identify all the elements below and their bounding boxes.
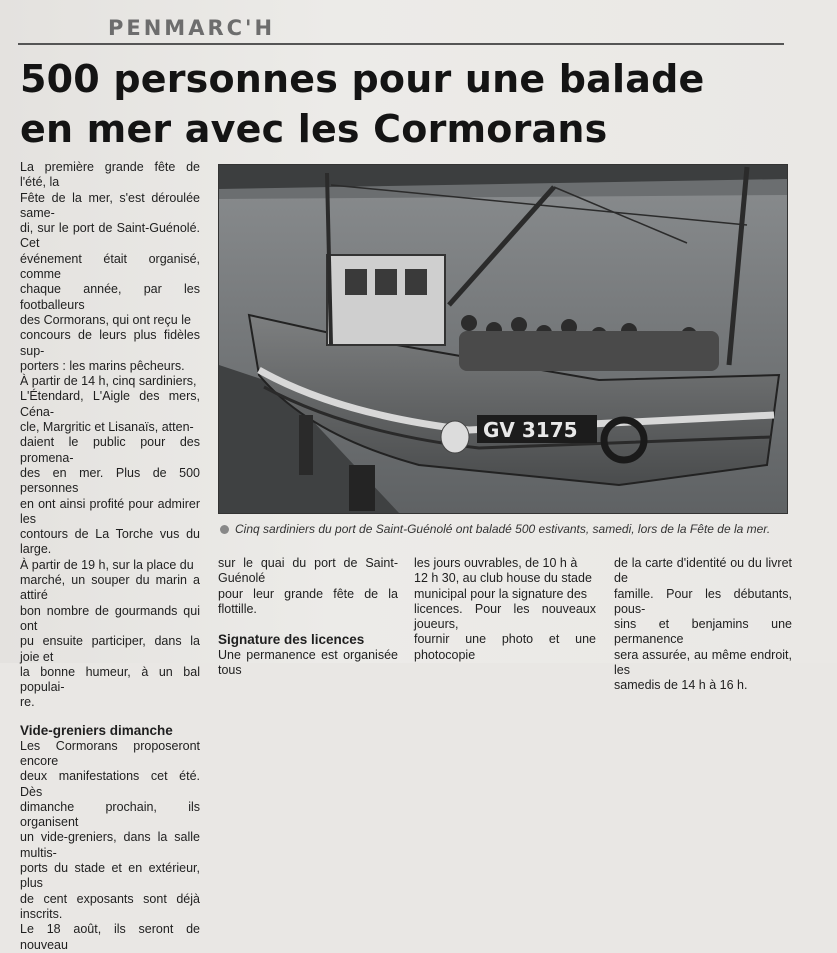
article-column-4 — [614, 556, 792, 694]
col3-line: fournir une photo et une photocopie — [414, 632, 596, 662]
col2b-line: Une permanence est organisée tous — [218, 648, 398, 678]
col1b-line: Les Cormorans proposeront encore — [20, 738, 200, 768]
headline-line-1: 500 personnes pour une balade — [20, 57, 705, 101]
col1b-line: un vide-greniers, dans la salle multis- — [20, 830, 200, 860]
column-1-body — [20, 160, 200, 711]
col4-line: sera assurée, au même endroit, les — [614, 647, 792, 678]
col4-line: samedis de 14 h à 16 h. — [614, 678, 748, 693]
col1-line: À partir de 19 h, sur la place du — [20, 557, 194, 572]
col1-line: marché, un souper du marin a attiré — [20, 573, 200, 603]
section-header: PENMARC'H — [108, 16, 276, 40]
headline — [20, 54, 810, 154]
col1-line: La première grande fête de l'été, la — [20, 160, 200, 190]
column-2-body — [218, 556, 398, 617]
col1-line: À partir de 14 h, cinq sardiniers, — [20, 374, 197, 389]
col4-line: famille. Pour les débutants, pous- — [614, 586, 792, 616]
col1b-line: deux manifestations cet été. Dès — [20, 769, 200, 799]
article-column-3 — [414, 556, 596, 663]
subhead-signature-licences: Signature des licences — [218, 632, 365, 648]
col3-line: municipal pour la signature des — [414, 586, 588, 601]
col1-line: chaque année, par les footballeurs — [20, 282, 200, 312]
col3-line: les jours ouvrables, de 10 h à — [414, 556, 578, 570]
article-column-2 — [218, 556, 398, 679]
col1-line: cle, Margritic et Lisanaïs, atten- — [20, 420, 194, 435]
col3-line: licences. Pour les nouveaux joueurs, — [414, 601, 596, 632]
article-column-1 — [20, 160, 200, 953]
col1b-line: dimanche prochain, ils organisent — [20, 799, 200, 830]
column-4-body — [614, 556, 792, 694]
col1-line: contours de La Torche vus du large. — [20, 527, 200, 557]
col1-line: Fête de la mer, s'est déroulée same- — [20, 190, 200, 220]
boat-registration: GV 3175 — [483, 418, 578, 442]
col1-line: re. — [20, 695, 35, 710]
caption-bullet-icon — [220, 525, 229, 534]
photo-caption — [220, 522, 790, 536]
col1-line: porters : les marins pêcheurs. — [20, 358, 185, 373]
col1-line: pu ensuite participer, dans la joie et — [20, 634, 200, 664]
col1-line: L'Étendard, L'Aigle des mers, Céna- — [20, 389, 200, 419]
col4-line: de la carte d'identité ou du livret de — [614, 556, 792, 586]
column-2-body-2 — [218, 648, 398, 679]
col1-line: daient le public pour des promena- — [20, 435, 200, 465]
col1-line: des en mer. Plus de 500 personnes — [20, 465, 200, 496]
col4-line: sins et benjamins une permanence — [614, 617, 792, 647]
col3-line: 12 h 30, au club house du stade — [414, 571, 592, 586]
col2-line: sur le quai du port de Saint-Guénolé — [218, 556, 398, 586]
col1b-line: de cent exposants sont déjà inscrits. — [20, 891, 200, 921]
col1-line: en ont ainsi profité pour admirer les — [20, 496, 200, 526]
header-rule — [18, 43, 784, 45]
boat-photo-image — [219, 165, 787, 513]
col1b-line: ports du stade et en extérieur, plus — [20, 861, 200, 891]
col1b-line: Le 18 août, ils seront de nouveau — [20, 922, 200, 952]
subhead-vide-greniers: Vide-greniers dimanche — [20, 722, 173, 738]
headline-line-2: en mer avec les Cormorans — [20, 107, 608, 151]
column-1-body-2 — [20, 739, 200, 953]
column-3-body — [414, 556, 596, 663]
col1-line: bon nombre de gourmands qui ont — [20, 603, 200, 633]
col1-line: événement était organisé, comme — [20, 251, 200, 282]
col2-line: pour leur grande fête de la flottille. — [218, 586, 398, 616]
col1-line: di, sur le port de Saint-Guénolé. Cet — [20, 221, 200, 251]
col1-line: concours de leurs plus fidèles sup- — [20, 328, 200, 358]
col1-line: la bonne humeur, à un bal populai- — [20, 664, 200, 695]
col1-line: des Cormorans, qui ont reçu le — [20, 312, 191, 327]
caption-text: Cinq sardiniers du port de Saint-Guénolé ont baladé 500 estivants, samedi, lors de la Fête de la mer. — [235, 522, 771, 536]
boat-photo — [218, 164, 788, 514]
